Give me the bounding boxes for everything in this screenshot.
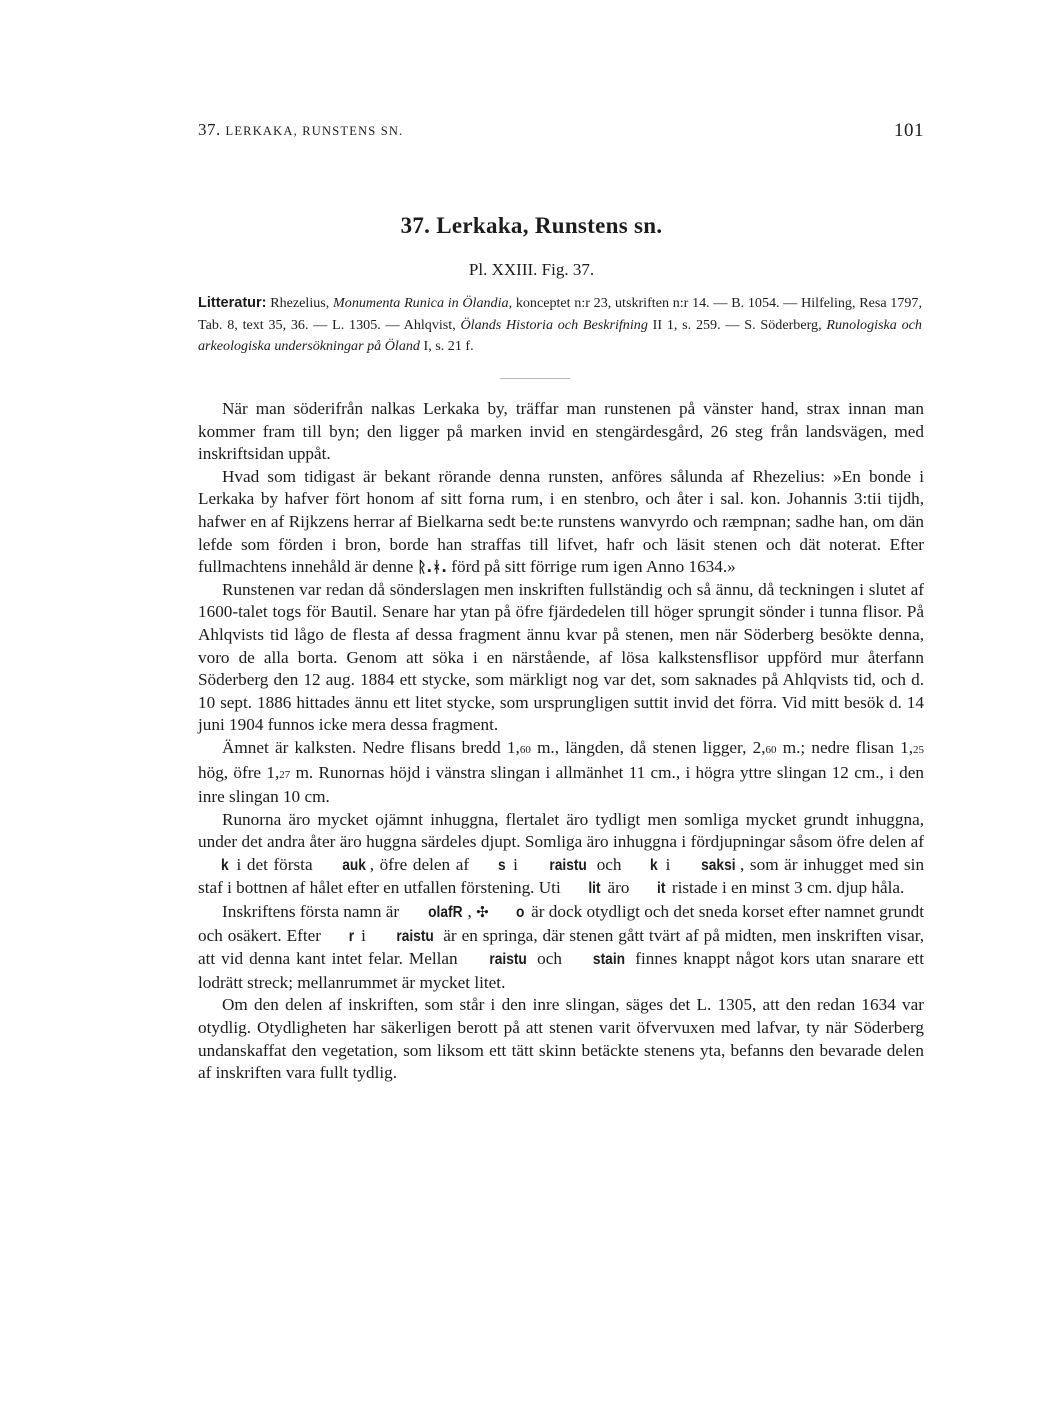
cross-icon: ✣ [476, 903, 489, 922]
paragraph-history: Hvad som tidigast är bekant rörande denna runsten, anföres sålunda af Rhezelius: »En bonde i Lerkaka by hafver fört honom af sitt forna rum, i en stenbro, och åter i sal. kon. Johannis 3:tii tijdh, hafwer en af Rijkzens herrar af Bielkarna sedt be:te runstens wanvyrdo och ræmpnan; sadhe han, om dän lefde som förden i bron, borde han straffas till lifvet, hafr och läsit stenen och dät noterat. Efter fullmachtens innehåld är denne ᚱ.ᚼ. förd på sitt förrige rum igen Anno 1634.» [198, 466, 924, 577]
rune-transliteration: raistu [548, 856, 587, 874]
paragraph-dimensions: Ämnet är kalksten. Nedre flisans bredd 1,60 m., längden, då stenen ligger, 2,60 m.; nedre flisan 1,25 hög, öfre 1,27 m. Runornas höjd i vänstra slingan i allmänhet 11 cm., i högra yttre slingan 12 cm., i den inre slingan 10 cm. [198, 737, 925, 807]
paragraph-location: När man söderifrån nalkas Lerkaka by, träffar man runstenen på vänster hand, strax innan man kommer fram till byn; den ligger på marken invid en stengärdesgård, 26 steg från landsvägen, med inskriftsidan uppåt. [198, 399, 924, 464]
rune-transliteration: k [220, 856, 229, 874]
running-head [198, 120, 924, 144]
chapter-title: 37. Lerkaka, Runstens sn. [400, 213, 663, 238]
rune-transliteration: s [497, 856, 506, 874]
rune-transliteration: raistu [396, 927, 434, 945]
page-number: 101 [894, 120, 924, 141]
literature-references: Litteratur: Rhezelius, Monumenta Runica in Ölandia, konceptet n:r 23, utskriften n:r 14. — B. 1054. — Hilfeling, Resa 1797, Tab. 8, text 35, 36. — L. 1305. — Ahlqvist, Ölands Historia och Beskrifning II 1, s. 259. — S. Söderberg, Runologiska och arkeologiska undersökningar på Öland I, s. 21 f. [198, 295, 923, 354]
running-head-title: 37. LERKAKA, RUNSTENS SN. [198, 120, 404, 139]
rune-transliteration: olafR [428, 904, 463, 922]
body-text [198, 398, 924, 1085]
rune-transliteration: raistu [488, 951, 527, 969]
rune-transliteration: it [656, 880, 666, 898]
rune-transliteration: k [650, 856, 658, 874]
section-divider [500, 378, 570, 379]
plate-reference: Pl. XXIII. Fig. 37. [468, 260, 595, 279]
paragraph-fragments: Runstenen var redan då sönderslagen men inskriften fullständig och så ännu, då teckningen i slutet af 1600-talet togs för Bautil. Senare har ytan på öfre fjärdedelen till höger sprungit sönder i tunna flisor. På Ahlqvists tid lågo de flesta af dessa fragment ännu kvar på stenen, men när Söderberg besökte denna, voro de alla borta. Genom att söka i en närstående, af lösa kalkstensflisor uppförd mur återfann Söderberg den 12 aug. 1884 ett stycke, som märkligt nog var det, som saknades på Ahlqvists tid, och d. 10 sept. 1886 hittades ännu ett litet stycke, som ursprungligen suttit invid det förra. Vid mitt besök d. 14 juni 1904 funnos icke mera dessa fragment. [198, 579, 924, 735]
rune-transliteration: stain [592, 951, 625, 969]
rune-transliteration: saksi [701, 856, 736, 874]
rune-transliteration: r [348, 927, 355, 945]
paragraph-inner-band: Om den delen af inskriften, som står i den inre slingan, säges det L. 1305, att den redan 1634 var otydlig. Otydligheten har säkerligen berott på att stenen varit öfvervuxen med lafvar, ty när Söderberg undanskaffat den vegetation, som liksom ett tätt skinn betäckte stenens yta, befanns den bevarade delen af inskriften vara fullt tydlig. [198, 995, 924, 1083]
runic-glyph-text: ᚱ.ᚼ. [417, 558, 447, 577]
rune-transliteration: lit [588, 880, 601, 898]
rune-transliteration: o [515, 904, 525, 922]
literature-label: Litteratur: [198, 295, 267, 311]
paragraph-runes-carving: Runorna äro mycket ojämnt inhuggna, flertalet äro tydligt men somliga mycket grundt inhuggna, under det andra åter äro huggna särdeles djupt. Somliga äro inhuggna i fördjupningar såsom öfre delen af k i det första auk , öfre delen af s i raistu och k i saksi , som är inhugget med sin staf i bottnen af hålet efter en utfallen förstening. Uti lit äro it ristade i en minst 3 cm. djup håla. [198, 809, 924, 901]
rune-transliteration: auk [342, 856, 367, 874]
paragraph-inscription: Inskriftens första namn är olafR , ✣ o är dock otydligt och det sneda korset efter namnet grundt och osäkert. Efter r i raistu är en springa, där stenen gått tvärt af på midten, men inskriften visar, att vid denna kant intet felar. Mellan raistu och stain finnes knappt något kors utan snarare ett lodrätt streck; mellanrummet är mycket litet. [198, 902, 925, 992]
